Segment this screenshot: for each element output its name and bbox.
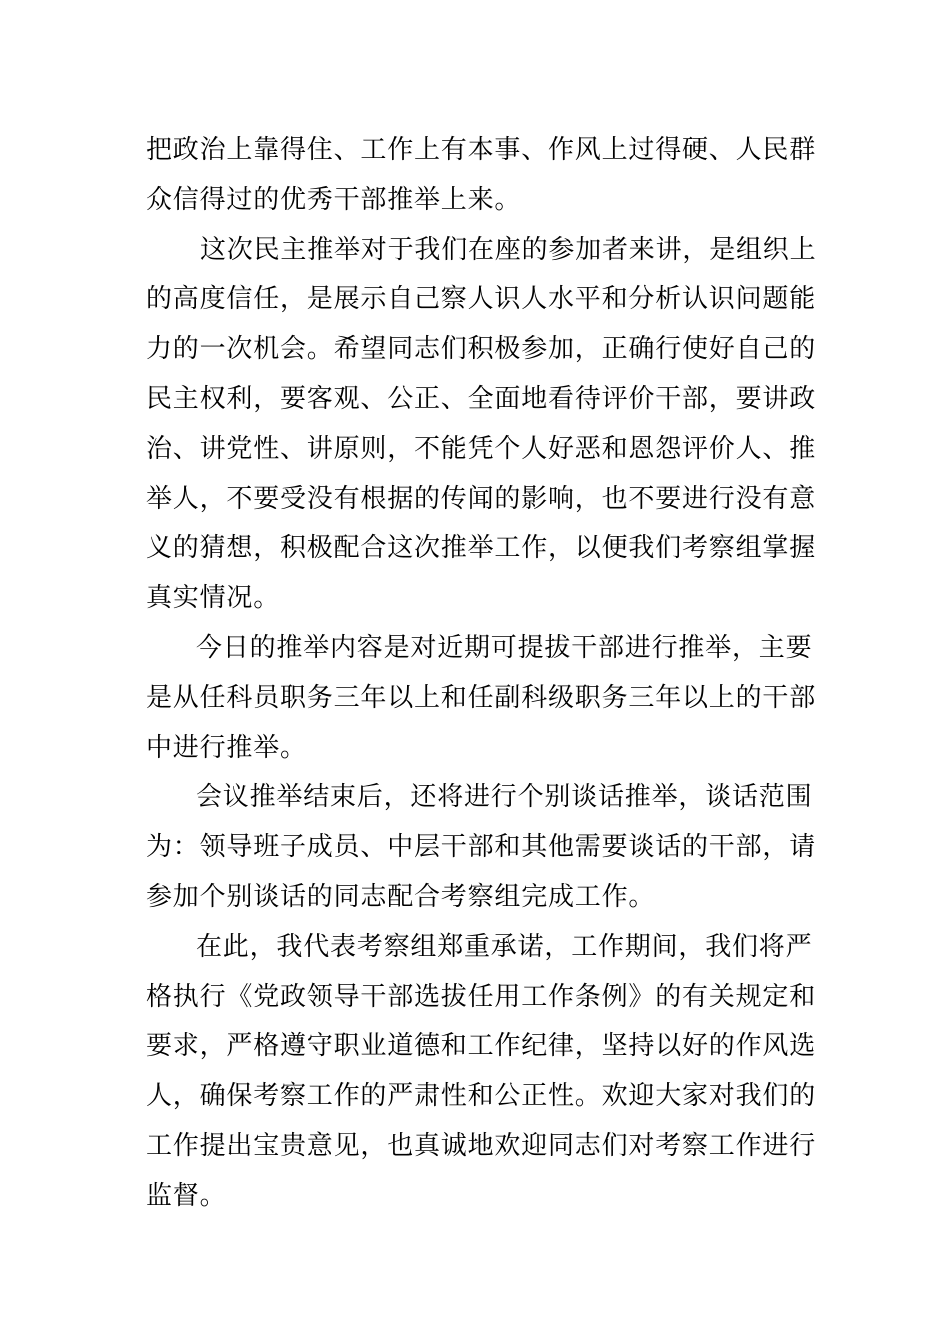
paragraph-4-line-1: 会议推举结束后，还将进行个别谈话推举，谈话范围 xyxy=(196,782,813,813)
paragraph-4-line-3: 参加个别谈话的同志配合考察组完成工作。 xyxy=(146,881,656,912)
document-body-text xyxy=(146,126,817,1222)
paragraph-3-line-3: 中进行推举。 xyxy=(146,732,307,763)
paragraph-2-line-6: 举人，不要受没有根据的传闻的影响，也不要进行没有意 xyxy=(146,483,817,514)
paragraph-3-line-2: 是从任科员职务三年以上和任副科级职务三年以上的干部 xyxy=(146,682,817,713)
paragraph-2-line-2: 的高度信任，是展示自己察人识人水平和分析认识问题能 xyxy=(146,284,817,315)
paragraph-1-line-2: 众信得过的优秀干部推举上来。 xyxy=(146,184,522,215)
paragraph-2-line-5: 治、讲党性、讲原则，不能凭个人好恶和恩怨评价人、推 xyxy=(146,433,817,464)
paragraph-2-line-4: 民主权利，要客观、公正、全面地看待评价干部，要讲政 xyxy=(146,383,817,414)
paragraph-5-line-4: 人，确保考察工作的严肃性和公正性。欢迎大家对我们的 xyxy=(146,1081,817,1112)
paragraph-2-line-8: 真实情况。 xyxy=(146,583,281,614)
paragraph-2-line-7: 义的猜想，积极配合这次推举工作，以便我们考察组掌握 xyxy=(146,533,817,564)
paragraph-2-line-3: 力的一次机会。希望同志们积极参加，正确行使好自己的 xyxy=(146,334,817,365)
paragraph-5-line-6: 监督。 xyxy=(146,1180,227,1211)
paragraph-5-line-1: 在此，我代表考察组郑重承诺，工作期间，我们将严 xyxy=(196,931,813,962)
paragraph-5-line-2: 格执行《党政领导干部选拔任用工作条例》的有关规定和 xyxy=(146,981,817,1012)
paragraph-4-line-2: 为：领导班子成员、中层干部和其他需要谈话的干部，请 xyxy=(146,832,817,863)
paragraph-5-line-3: 要求，严格遵守职业道德和工作纪律，坚持以好的作风选 xyxy=(146,1031,817,1062)
paragraph-2-line-1: 这次民主推举对于我们在座的参加者来讲，是组织上 xyxy=(200,234,817,265)
paragraph-5-line-5: 工作提出宝贵意见，也真诚地欢迎同志们对考察工作进行 xyxy=(146,1130,817,1161)
paragraph-3-line-1: 今日的推举内容是对近期可提拔干部进行推举，主要 xyxy=(196,632,813,663)
paragraph-1-line-1: 把政治上靠得住、工作上有本事、作风上过得硬、人民群 xyxy=(146,135,817,165)
